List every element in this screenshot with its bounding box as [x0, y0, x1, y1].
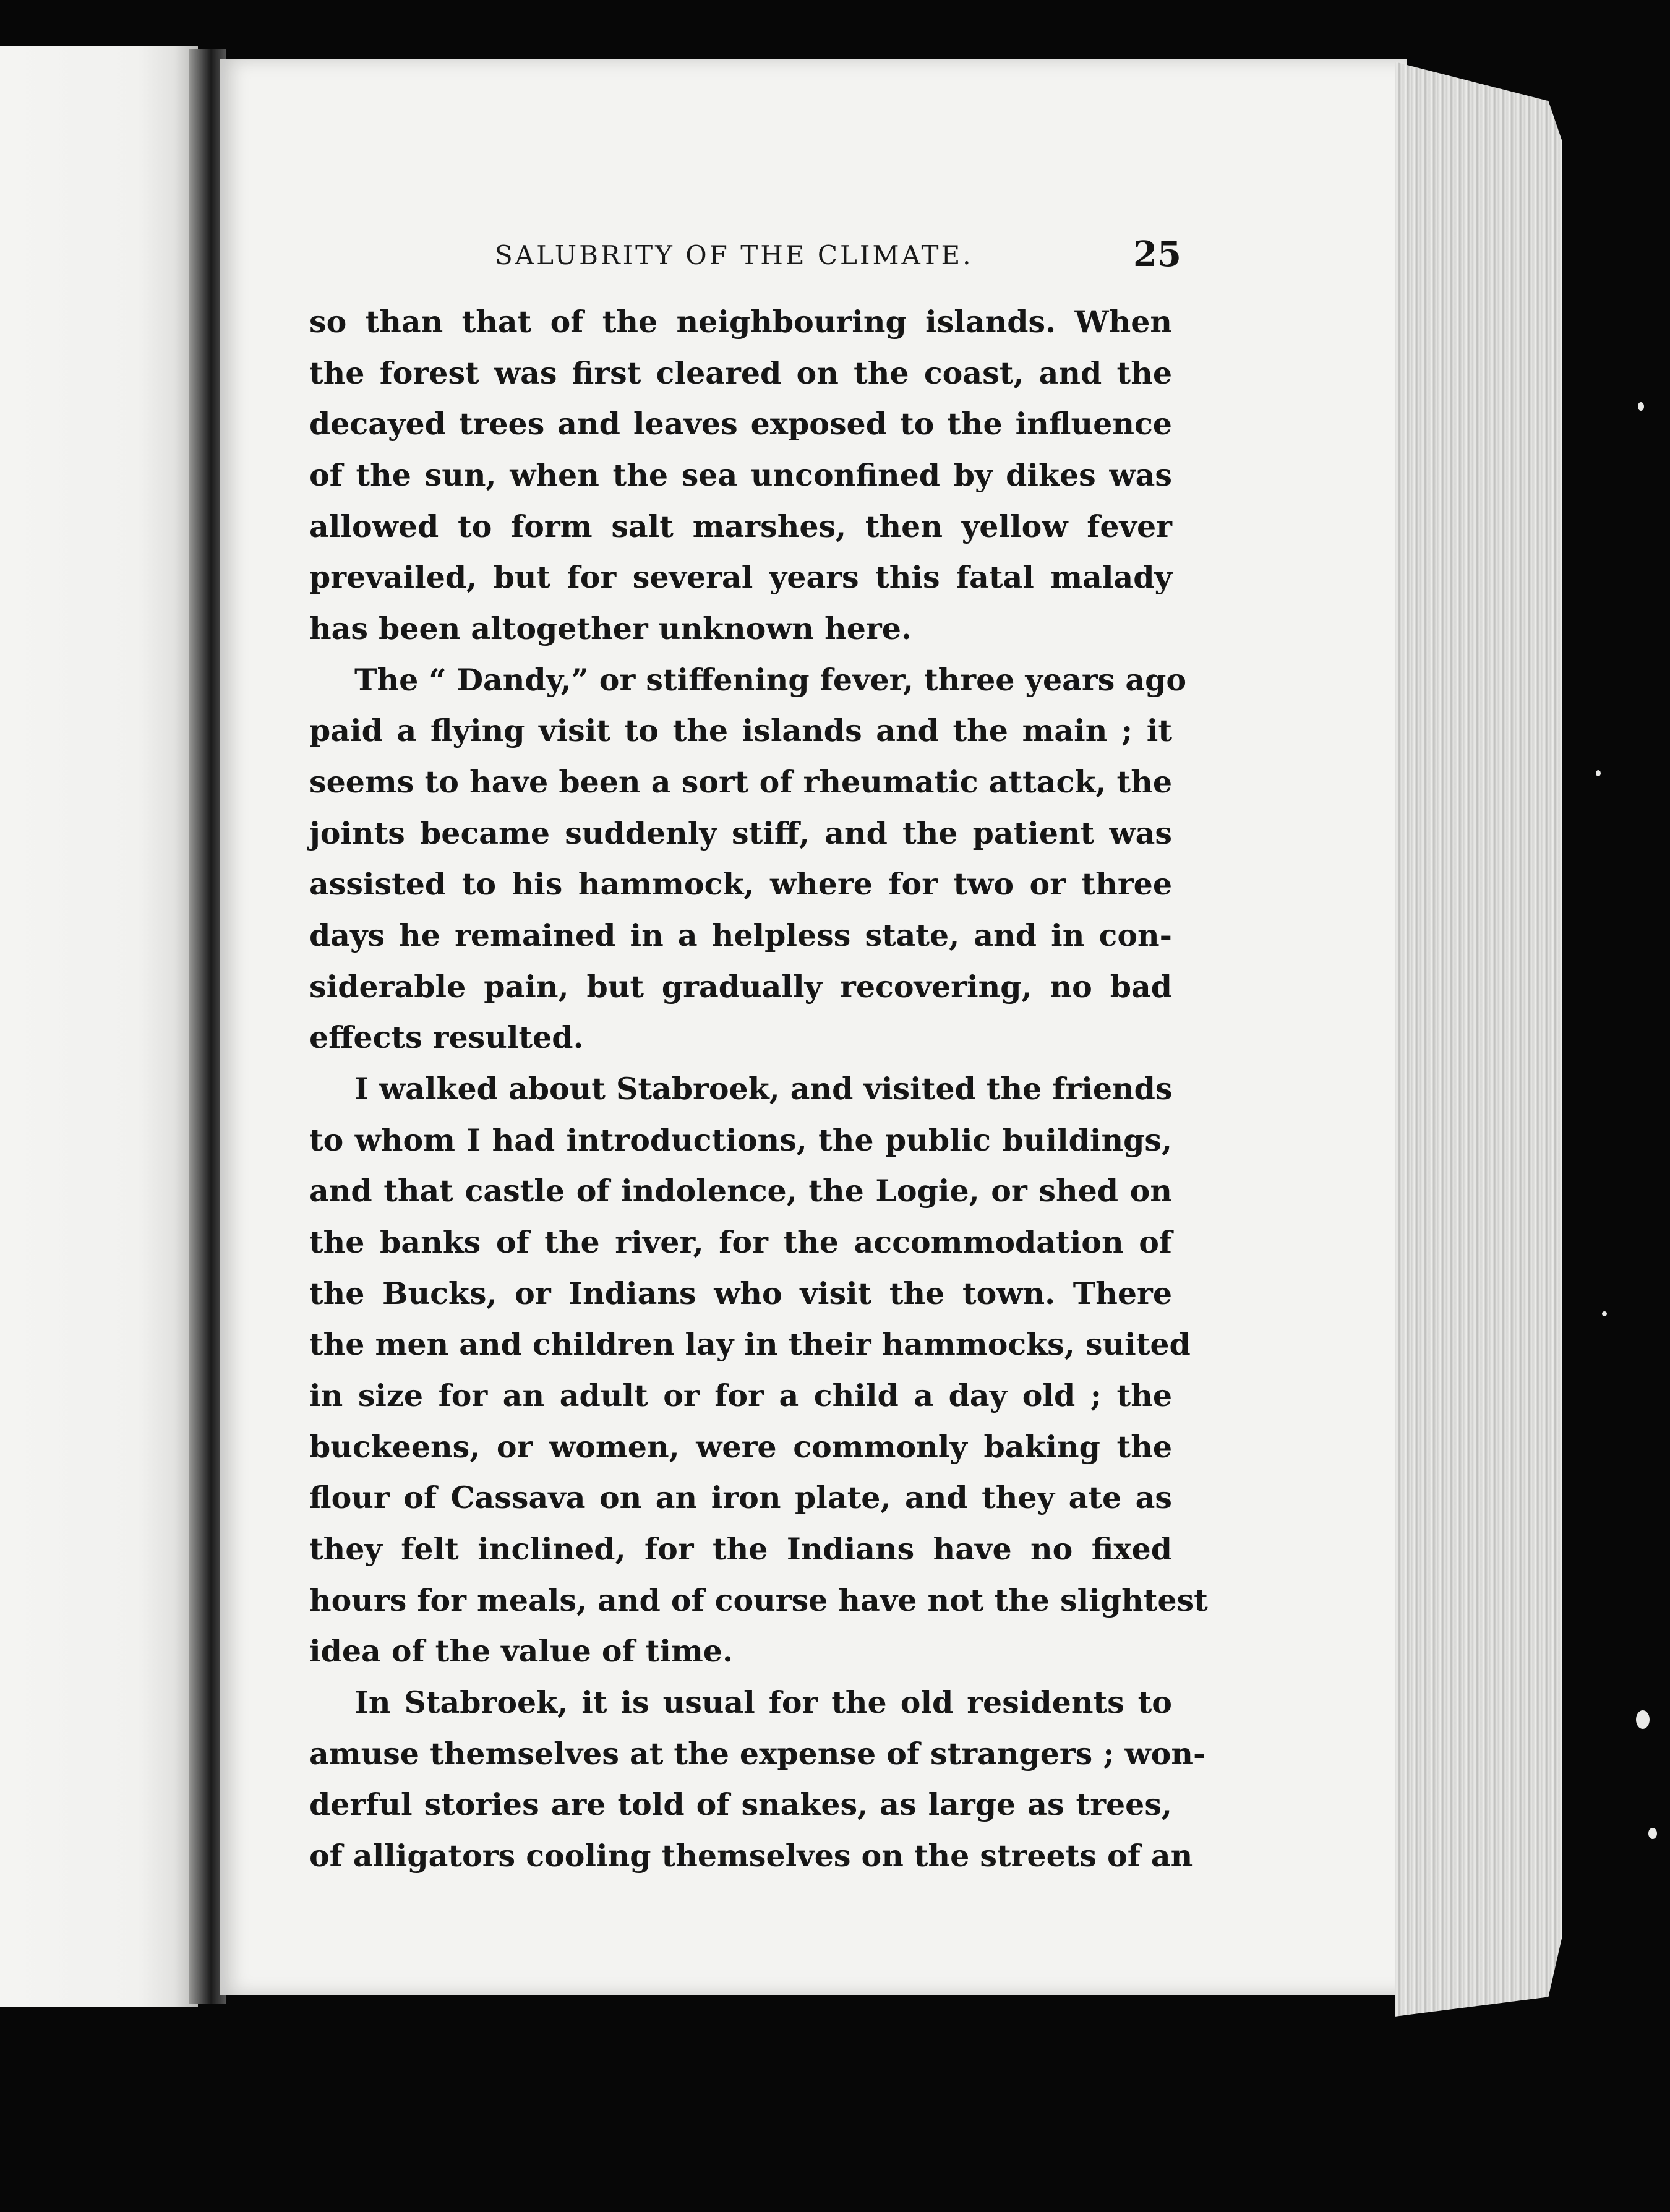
page-fore-edge [1395, 62, 1562, 2017]
text-line: buckeens, or women, were commonly baking the [309, 1429, 1172, 1465]
text-line: flour of Cassava on an iron plate, and they ate as [309, 1480, 1172, 1515]
text-line: and that castle of indolence, the Logie, or shed on [309, 1173, 1172, 1209]
text-line: decayed trees and leaves exposed to the influence [309, 406, 1172, 442]
text-line: allowed to form salt marshes, then yellow fever [309, 508, 1172, 544]
running-head: SALUBRITY OF THE CLIMATE. [495, 240, 974, 270]
text-line: derful stories are told of snakes, as large as trees, [309, 1786, 1172, 1822]
text-line: the forest was first cleared on the coast, and the [309, 355, 1172, 391]
text-line: amuse themselves at the expense of strangers ; won- [309, 1736, 1206, 1772]
text-line: of the sun, when the sea unconfined by dikes was [309, 457, 1172, 493]
text-line: in size for an adult or for a child a day old ; the [309, 1378, 1172, 1413]
dust-speck [1596, 770, 1601, 776]
text-line: In Stabroek, it is usual for the old residents to [354, 1684, 1172, 1720]
text-line: the banks of the river, for the accommodation of [309, 1224, 1172, 1260]
left-page [0, 46, 198, 2007]
text-line: I walked about Stabroek, and visited the friends [354, 1071, 1173, 1107]
dust-speck [1636, 1710, 1650, 1729]
text-line: idea of the value of time. [309, 1633, 734, 1669]
text-line: siderable pain, but gradually recovering, no bad [309, 969, 1172, 1005]
text-line: The “ Dandy,” or stiffening fever, three years ago [354, 662, 1187, 698]
text-line: effects resulted. [309, 1019, 584, 1055]
text-line: to whom I had introductions, the public buildings, [309, 1122, 1172, 1158]
text-line: seems to have been a sort of rheumatic attack, the [309, 764, 1172, 800]
text-line: they felt inclined, for the Indians have no fixed [309, 1531, 1172, 1567]
dust-speck [1602, 1311, 1607, 1316]
text-line: hours for meals, and of course have not the slightest [309, 1582, 1208, 1618]
text-line: joints became suddenly stiff, and the patient was [309, 815, 1172, 851]
text-line: the Bucks, or Indians who visit the town. There [309, 1275, 1172, 1311]
page-number: 25 [1133, 234, 1181, 275]
text-line: the men and children lay in their hammocks, suited [309, 1326, 1191, 1362]
text-line: has been altogether unknown here. [309, 611, 912, 646]
text-line: days he remained in a helpless state, and in con- [309, 917, 1172, 953]
text-line: paid a flying visit to the islands and the main ; it [309, 713, 1172, 748]
dust-speck [1648, 1828, 1657, 1839]
text-line: prevailed, but for several years this fatal malady [309, 559, 1172, 595]
text-line: so than that of the neighbouring islands. When [309, 304, 1172, 340]
text-line: assisted to his hammock, where for two or three [309, 866, 1172, 902]
dust-speck [1638, 402, 1644, 411]
text-line: of alligators cooling themselves on the streets of an [309, 1838, 1193, 1874]
